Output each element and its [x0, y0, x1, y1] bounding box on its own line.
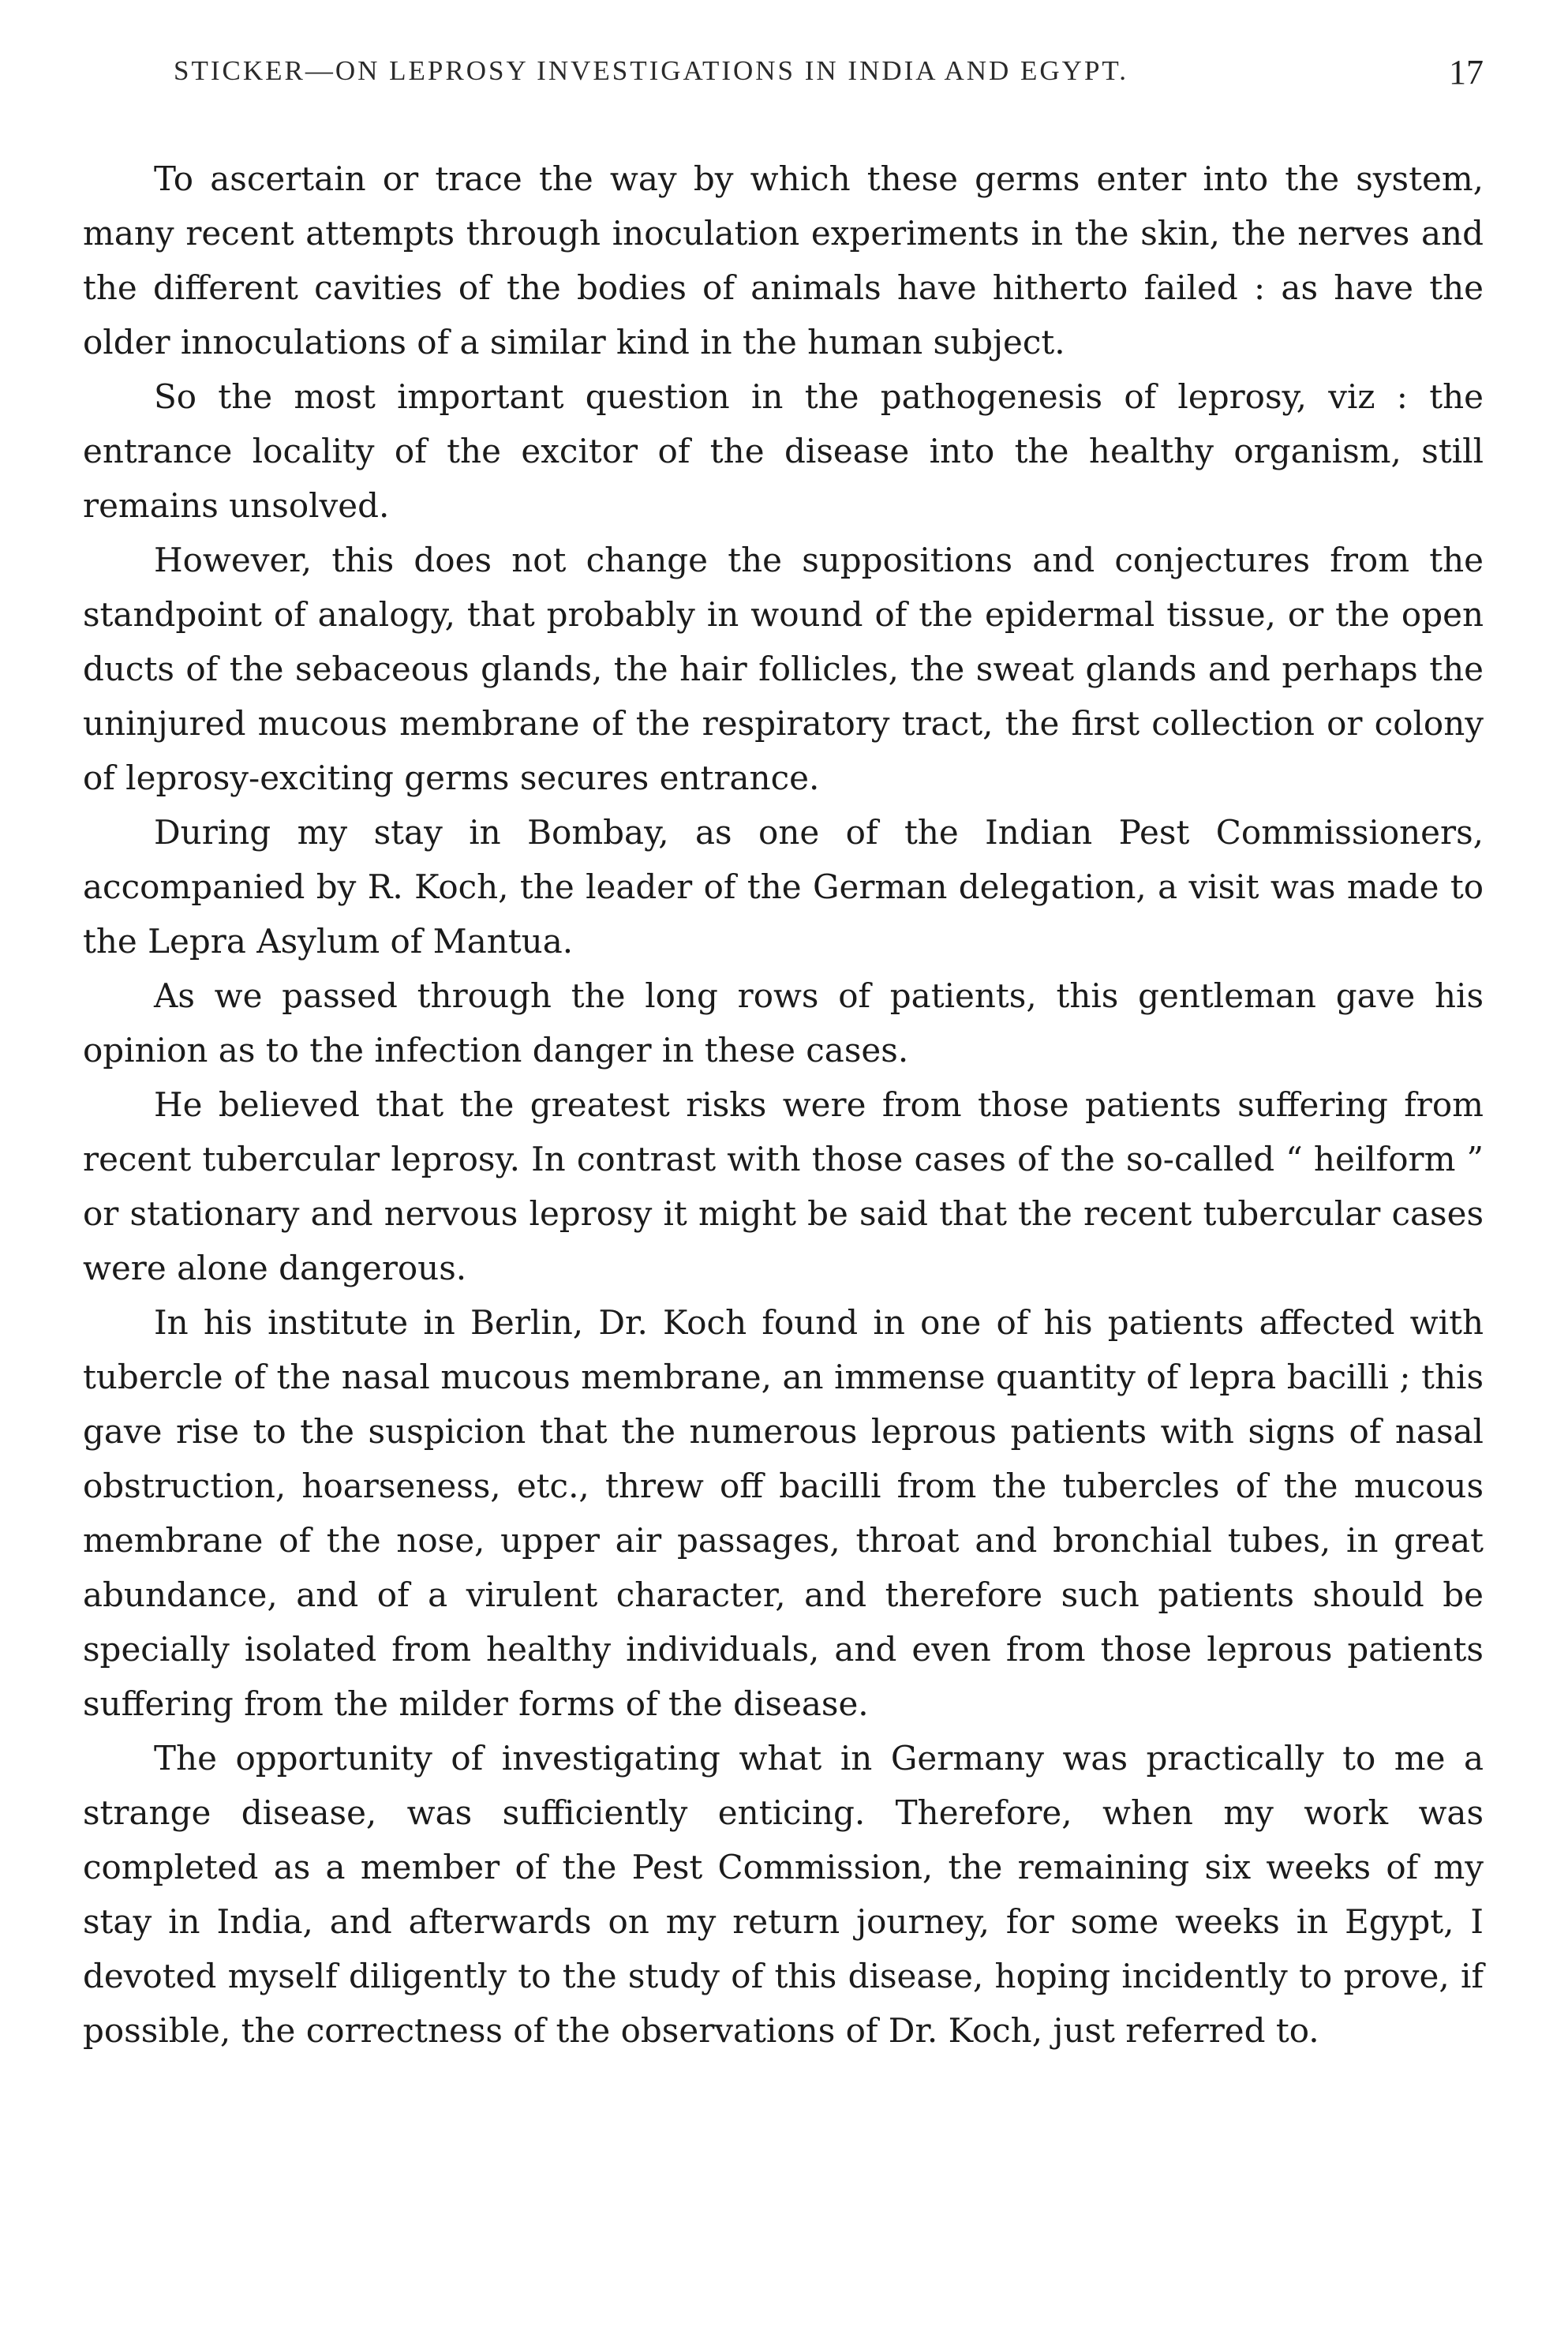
paragraph: So the most important question in the pathogenesis of leprosy, viz : the entrance locality of the excitor of the disease into the healthy organism, still remains unsolved.	[83, 377, 1484, 525]
paragraph: During my stay in Bombay, as one of the Indian Pest Commissioners, accompanied by R. Koch, the leader of the German delegation, a visit was made to the Lepra Asylum of Mantua.	[83, 813, 1484, 961]
body-text	[83, 152, 1484, 2058]
paragraph: He believed that the greatest risks were from those patients suffering from recent tubercular leprosy. In contrast with those cases of the so-called “ heilform ” or stationary and nervous leprosy it might be said that the recent tubercular cases were alone dangerous.	[83, 1085, 1484, 1287]
paragraph: To ascertain or trace the way by which these germs enter into the system, many recent attempts through inoculation experiments in the skin, the nerves and the different cavities of the bodies of animals have hitherto failed : as have the older innoculations of a similar kind in the human subject.	[83, 159, 1484, 362]
running-head	[174, 55, 1484, 103]
paragraph: As we passed through the long rows of patients, this gentleman gave his opinion as to the infection danger in these cases.	[83, 976, 1484, 1070]
paragraph: The opportunity of investigating what in Germany was practically to me a strange disease, was sufficiently enticing. Therefore, when my work was completed as a member of the Pest Commission, the remaining six weeks of my stay in India, and afterwards on my return journey, for some weeks in Egypt, I devoted myself diligently to the study of this disease, hoping incidently to prove, if possible, the correctness of the observations of Dr. Koch, just referred to.	[83, 1739, 1484, 2050]
page-number: 17	[1449, 53, 1484, 92]
paragraph: In his institute in Berlin, Dr. Koch found in one of his patients affected with tubercle of the nasal mucous membrane, an immense quantity of lepra bacilli ; this gave rise to the suspicion that the numerous leprous patients with signs of nasal obstruction, hoarseness, etc., threw off bacilli from the tubercles of the mucous membrane of the nose, upper air passages, throat and bronchial tubes, in great abundance, and of a virulent character, and therefore such patients should be specially isolated from healthy individuals, and even from those leprous patients suffering from the milder forms of the disease.	[83, 1303, 1484, 1723]
running-title: STICKER—ON LEPROSY INVESTIGATIONS IN INDIA AND EGYPT.	[174, 55, 1128, 86]
paragraph: However, this does not change the suppositions and conjectures from the standpoint of analogy, that probably in wound of the epidermal tissue, or the open ducts of the sebaceous glands, the hair follicles, the sweat glands and perhaps the uninjured mucous membrane of the respiratory tract, the first collection or colony of leprosy-exciting germs secures entrance.	[83, 541, 1484, 797]
